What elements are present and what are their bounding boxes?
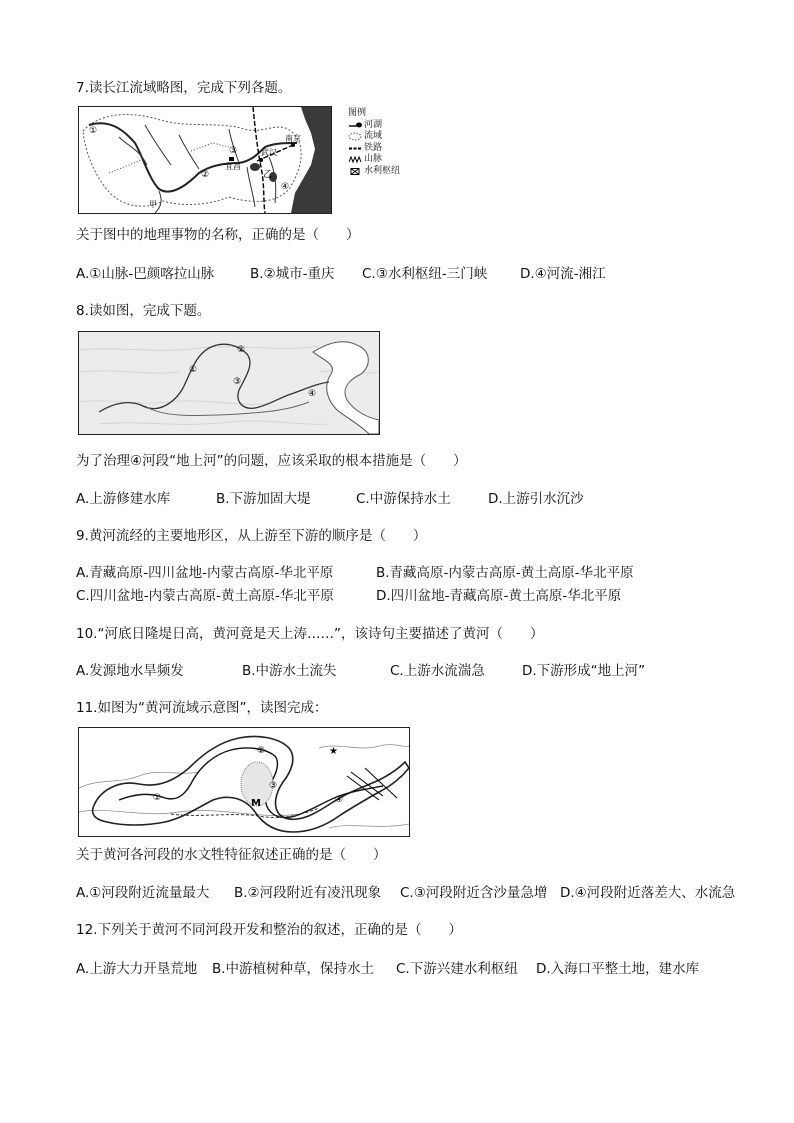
q12-option-b[interactable]: B.中游植树种草，保持水土: [212, 961, 375, 977]
q12-option-a[interactable]: A.上游大力开垦荒地: [76, 961, 198, 977]
legend-label-lake: 河湖: [364, 119, 383, 130]
q7-option-d[interactable]: D.④河流-湘江: [520, 266, 606, 282]
q11-option-b[interactable]: B.②河段附近有凌汛现象: [234, 885, 382, 901]
q8-option-d[interactable]: D.上游引水沉沙: [488, 491, 584, 507]
q11-option-c[interactable]: C.③河段附近含沙量急增: [400, 885, 548, 901]
q12-option-c[interactable]: C.下游兴建水利枢纽: [396, 961, 518, 977]
basin-map-label-m: M: [251, 798, 261, 809]
q11-stem: 11.如图为“黄河流域示意图”，读图完成：: [76, 700, 328, 716]
legend-item-dam: [348, 166, 400, 178]
yellow-river-label-1: ①: [189, 365, 198, 375]
yellow-river-basin-map: [78, 727, 410, 837]
q12-option-d[interactable]: D.入海口平整土地，建水库: [536, 961, 700, 977]
yellow-river-label-2: ②: [237, 345, 246, 355]
yangtze-map-label-4: ④: [281, 182, 290, 192]
legend-item-lake: [348, 120, 400, 132]
q7-question: 关于图中的地理事物的名称，正确的是（ ）: [76, 227, 360, 243]
q10-option-a[interactable]: A.发源地水旱频发: [76, 663, 184, 679]
q9-question: 9.黄河流经的主要地形区，从上游至下游的顺序是（ ）: [76, 528, 427, 544]
yangtze-map-label-1: ①: [89, 126, 98, 136]
q11-option-d[interactable]: D.④河段附近落差大、水流急: [560, 885, 736, 901]
q10-option-d[interactable]: D.下游形成“地上河”: [522, 663, 646, 679]
yangtze-map-label-2: ②: [201, 170, 210, 180]
yellow-river-map-drawing: [79, 332, 379, 434]
q8-question: 为了治理④河段“地上河”的问题，应该采取的根本措施是（ ）: [76, 453, 467, 469]
yangtze-map-label-yichang: 宜昌: [225, 162, 241, 171]
yangtze-map-label-wuhan: 武汉: [261, 148, 277, 157]
basin-map-label-1: ①: [153, 793, 162, 803]
q11-question: 关于黄河各河段的水文牲特征叙述正确的是（ ）: [76, 847, 387, 863]
yangtze-map-label-jia: 甲: [149, 200, 157, 209]
q7-option-a[interactable]: A.①山脉-巴颜喀拉山脉: [76, 266, 215, 282]
q9-option-d[interactable]: D.四川盆地-青藏高原-黄土高原-华北平原: [376, 588, 622, 604]
mountain-icon: [348, 154, 362, 165]
legend-label-dam: 水利枢纽: [364, 165, 401, 176]
q8-option-a[interactable]: A.上游修建水库: [76, 491, 171, 507]
map-legend: [348, 108, 400, 177]
q7-option-b[interactable]: B.②城市-重庆: [250, 266, 335, 282]
yellow-river-label-3: ③: [233, 377, 242, 387]
q10-option-b[interactable]: B.中游水土流失: [242, 663, 337, 679]
q9-option-a[interactable]: A.青藏高原-四川盆地-内蒙古高原-华北平原: [76, 565, 334, 581]
basin-map-label-2: ②: [257, 746, 266, 756]
basin-map-star-icon: ★: [329, 746, 338, 757]
legend-label-mountain: 山脉: [364, 154, 383, 164]
legend-label-railway: 铁路: [364, 142, 383, 153]
yellow-river-basin-map-drawing: [79, 728, 409, 836]
q7-option-c[interactable]: C.③水利枢纽-三门峡: [362, 266, 488, 282]
q12-question: 12.下列关于黄河不同河段开发和整治的叙述，正确的是（ ）: [76, 922, 462, 938]
q11-option-a[interactable]: A.①河段附近流量最大: [76, 885, 210, 901]
yangtze-map-label-3: ③: [229, 146, 238, 156]
q9-option-b[interactable]: B.青藏高原-内蒙古高原-黄土高原-华北平原: [376, 565, 634, 581]
yangtze-map-label-yi: 乙: [263, 170, 273, 180]
yangtze-basin-map-drawing: [79, 107, 331, 213]
railway-icon: [348, 143, 362, 154]
dam-icon: [348, 166, 362, 177]
lake-icon: [348, 120, 362, 131]
q8-option-b[interactable]: B.下游加固大堤: [216, 491, 311, 507]
q10-question: 10.“河底日隆堤日高，黄河竟是天上涛……”，该诗句主要描述了黄河（ ）: [76, 626, 544, 642]
basin-map-label-4: ④: [335, 795, 344, 805]
yangtze-map-label-nanjing: 南京: [285, 134, 301, 143]
basin-map-label-3: ③: [269, 781, 278, 791]
legend-item-railway: [348, 143, 400, 155]
q10-option-c[interactable]: C.上游水流湍急: [390, 663, 485, 679]
basin-boundary-icon: [348, 131, 362, 142]
legend-item-mountain: [348, 154, 400, 166]
q8-stem: 8.读如图，完成下题。: [76, 303, 211, 319]
yangtze-basin-map: [78, 106, 332, 214]
q9-option-c[interactable]: C.四川盆地-内蒙古高原-黄土高原-华北平原: [76, 588, 334, 604]
legend-title: 图例: [348, 108, 367, 118]
legend-label-basin: 流域: [364, 131, 383, 141]
yellow-river-map: [78, 331, 380, 435]
q7-stem: 7.读长江流域略图，完成下列各题。: [76, 80, 292, 96]
yellow-river-label-4: ④: [308, 389, 317, 399]
legend-item-basin: [348, 131, 400, 143]
q8-option-c[interactable]: C.中游保持水土: [356, 491, 451, 507]
